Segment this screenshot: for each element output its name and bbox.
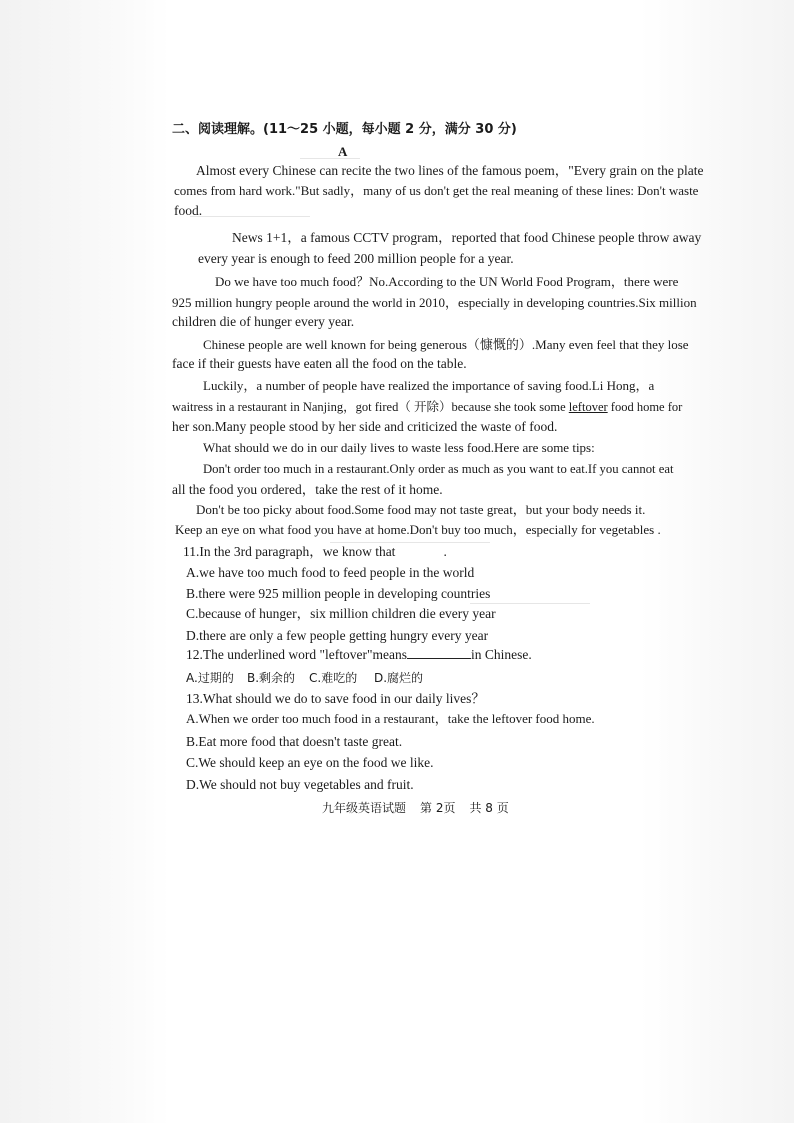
passage-line: 925 million hungry people around the world in 2010，especially in developing countries.Six million [172, 295, 697, 310]
passage-label: A [338, 144, 348, 159]
passage-line: her son.Many people stood by her side and criticized the waste of food. [172, 419, 558, 434]
passage-line: Don't be too picky about food.Some food may not taste great，but your body needs it. [196, 502, 646, 517]
option-11-a: A.we have too much food to feed people in the world [186, 565, 475, 580]
passage-line: Don't order too much in a restaurant.Only order as much as you want to eat.If you cannot eat [203, 462, 674, 476]
option-12-d: D.腐烂的 [374, 671, 424, 685]
options-12 [186, 669, 423, 687]
passage-line: face if their guests have eaten all the food on the table. [172, 356, 467, 371]
option-13-b: B.Eat more food that doesn't taste great. [186, 734, 403, 749]
passage-line [172, 398, 682, 416]
page-number: 第 2页 [420, 801, 456, 815]
section-title: 二、阅读理解。(11～25 小题，每小题 2 分，满分 30 分) [172, 122, 517, 137]
passage-line: food. [174, 203, 203, 218]
passage-line: children die of hunger every year. [172, 314, 355, 329]
exam-name: 九年级英语试题 [322, 801, 407, 815]
underlined-word: leftover [568, 400, 608, 414]
question-12 [186, 646, 532, 664]
question-text: 12.The underlined word "leftover"means [186, 647, 407, 662]
question-text: in Chinese. [470, 647, 532, 662]
page-footer [322, 799, 523, 816]
passage-line: every year is enough to feed 200 million people for a year. [198, 251, 514, 266]
question-text: 11.In the 3rd paragraph，we know that [183, 544, 396, 559]
option-12-c: C.难吃的 [309, 671, 358, 685]
passage-line: all the food you ordered，take the rest of it home. [172, 482, 443, 497]
passage-line: What should we do in our daily lives to waste less food.Here are some tips: [203, 440, 595, 455]
option-12-a: A.过期的 [186, 671, 234, 685]
answer-blank [407, 646, 471, 659]
show-through-mark [300, 158, 360, 159]
passage-line: Luckily，a number of people have realized the importance of saving food.Li Hong，a [203, 378, 655, 393]
passage-line: Do we have too much food？No.According to the UN World Food Program，there were [215, 274, 679, 289]
show-through-mark [190, 216, 310, 217]
show-through-mark [470, 603, 590, 604]
option-13-a: A.When we order too much food in a restaurant，take the leftover food home. [186, 711, 595, 726]
passage-line: comes from hard work."But sadly，many of us don't get the real meaning of these lines: Don't waste [174, 183, 699, 198]
passage-text: waitress in a restaurant in Nanjing，got fired（ 开除）because she took some [172, 400, 569, 414]
question-11: 11.In the 3rd paragraph，we know that . [183, 544, 447, 559]
passage-line: Almost every Chinese can recite the two lines of the famous poem，"Every grain on the plate [196, 163, 704, 178]
page-total: 共 8 页 [469, 801, 509, 815]
option-11-b: B.there were 925 million people in developing countries [186, 586, 491, 601]
option-12-b: B.剩余的 [247, 671, 296, 685]
passage-text: food home for [607, 400, 683, 414]
option-11-c: C.because of hunger，six million children die every year [186, 606, 496, 621]
option-11-d: D.there are only a few people getting hungry every year [186, 628, 489, 643]
question-13: 13.What should we do to save food in our daily lives？ [186, 691, 485, 706]
passage-line: Chinese people are well known for being generous（慷慨的）.Many even feel that they lose [203, 337, 689, 352]
option-13-c: C.We should keep an eye on the food we like. [186, 755, 434, 770]
passage-line: News 1+1，a famous CCTV program，reported that food Chinese people throw away [232, 230, 702, 245]
option-13-d: D.We should not buy vegetables and fruit. [186, 777, 414, 792]
passage-line: Keep an eye on what food you have at home.Don't buy too much，especially for vegetables . [175, 522, 661, 537]
